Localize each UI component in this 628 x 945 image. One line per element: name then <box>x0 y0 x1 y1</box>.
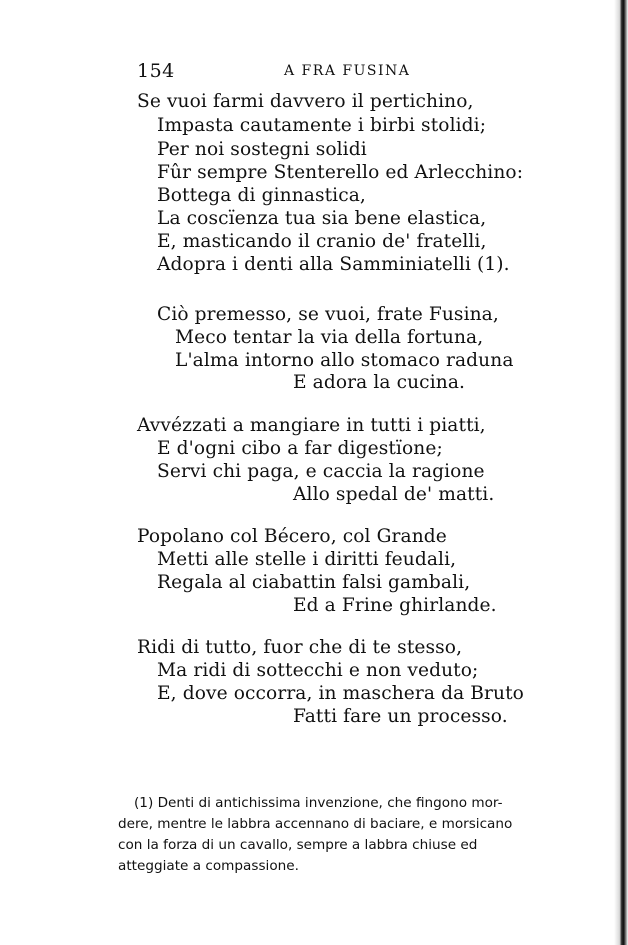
poem-line: E adora la cucina. <box>293 372 466 393</box>
poem-line: Impasta cautamente i birbi stolidi; <box>157 115 487 136</box>
poem-line: Servi chi paga, e caccia la ragione <box>157 461 485 482</box>
poem-line: Ma ridi di sottecchi e non veduto; <box>157 660 479 681</box>
footnote-line: atteggiate a compassione. <box>118 858 299 874</box>
poem-line: Bottega di ginnastica, <box>157 185 366 206</box>
footnote <box>118 793 568 877</box>
poem-line: E d'ogni cibo a far digestïone; <box>157 438 443 459</box>
footnote-line: (1) Denti di antichissima invenzione, che fingono mor- <box>134 795 503 811</box>
poem-line: Per noi sostegni solidi <box>157 139 367 160</box>
running-title: A FRA FUSINA <box>284 63 411 79</box>
poem-line: Metti alle stelle i diritti feudali, <box>157 549 457 570</box>
poem-line: Se vuoi farmi davvero il pertichino, <box>137 91 474 112</box>
poem-line: E, masticando il cranio de' fratelli, <box>157 231 487 252</box>
poem-line: Avvézzati a mangiare in tutti i piatti, <box>137 415 486 436</box>
page-header <box>137 60 522 84</box>
poem-line: Fatti fare un processo. <box>293 706 508 727</box>
footnote-line: dere, mentre le labbra accennano di baciare, e morsicano <box>118 816 513 832</box>
poem-line: Ed a Frine ghirlande. <box>293 595 497 616</box>
poem-line: Fûr sempre Stenterello ed Arlecchino: <box>157 162 524 183</box>
poem-line: La coscïenza tua sia bene elastica, <box>157 208 487 229</box>
poem-line: Popolano col Bécero, col Grande <box>137 526 447 547</box>
footnote-line: con la forza di un cavallo, sempre a labbra chiuse ed <box>118 837 478 853</box>
poem-line: Ridi di tutto, fuor che di te stesso, <box>137 637 463 658</box>
page-edge-shadow <box>614 0 628 945</box>
poem-line: Allo spedal de' matti. <box>293 484 495 505</box>
poem-line: Regala al ciabattin falsi gambali, <box>157 572 471 593</box>
page-number: 154 <box>137 60 175 82</box>
poem-line: Ciò premesso, se vuoi, frate Fusina, <box>157 304 499 325</box>
poem-line: E, dove occorra, in maschera da Bruto <box>157 683 524 704</box>
poem-line: Meco tentar la via della fortuna, <box>175 327 484 348</box>
poem-line: Adopra i denti alla Samminiatelli (1). <box>157 254 510 275</box>
poem-line: L'alma intorno allo stomaco raduna <box>175 350 514 371</box>
